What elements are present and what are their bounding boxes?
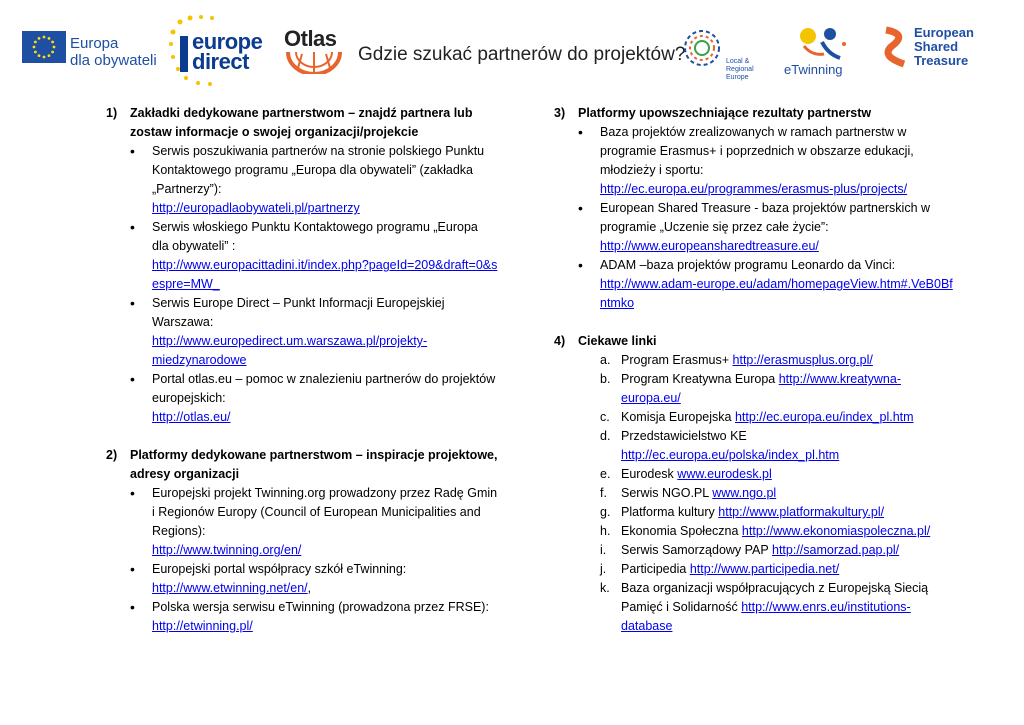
ccre-circle-icon bbox=[680, 26, 726, 72]
section-partnership-platforms bbox=[106, 446, 498, 636]
item-suffix: , bbox=[307, 581, 312, 595]
item-link[interactable]: http://ec.europa.eu/polska/index_pl.htm bbox=[621, 448, 840, 462]
logo-line: European bbox=[914, 25, 974, 40]
item-letter: i. bbox=[600, 543, 607, 557]
item-letter: e. bbox=[600, 467, 611, 481]
item-link[interactable]: http://www.enrs.eu/institutions-database bbox=[621, 600, 911, 633]
item-letter: f. bbox=[600, 486, 607, 500]
item-text: Baza projektów zrealizowanych w ramach partnerstw w programie Erasmus+ i poprzednich w obszarze edukacji, młodzieży i sportu: bbox=[600, 125, 914, 177]
list-item bbox=[600, 351, 954, 370]
bullet-list bbox=[106, 484, 498, 636]
item-link[interactable]: http://samorzad.pap.pl/ bbox=[772, 543, 900, 557]
etwinning-logo bbox=[784, 24, 860, 80]
list-item bbox=[600, 427, 954, 465]
list-item bbox=[600, 484, 954, 503]
item-text: Polska wersja serwisu eTwinning (prowadzona przez FRSE): bbox=[152, 600, 489, 614]
item-link[interactable]: http://www.europacittadini.it/index.php?pageId=209&draft=0&sespre=MW_ bbox=[152, 258, 498, 291]
list-item bbox=[578, 199, 954, 256]
item-link[interactable]: http://otlas.eu/ bbox=[152, 410, 231, 424]
etwinning-logo-text: eTwinning bbox=[784, 62, 843, 77]
list-item bbox=[130, 370, 498, 427]
est-swirl-icon bbox=[880, 24, 912, 68]
item-text: Serwis włoskiego Punktu Kontaktowego programu „Europa dla obywateli” : bbox=[152, 220, 478, 253]
section-number: 1) bbox=[106, 106, 118, 120]
item-link[interactable]: http://www.adam-europe.eu/adam/homepageView.htm#.VeB0Bfntmko bbox=[600, 277, 953, 310]
item-link[interactable]: http://etwinning.pl/ bbox=[152, 619, 253, 633]
item-text: Platforma kultury bbox=[621, 505, 715, 519]
eu-flag-logo bbox=[22, 31, 66, 63]
item-link[interactable]: http://www.kreatywna-europa.eu/ bbox=[621, 372, 901, 405]
section-number: 2) bbox=[106, 448, 118, 462]
section-interesting-links bbox=[554, 332, 954, 636]
list-item bbox=[578, 123, 954, 199]
list-item bbox=[600, 541, 954, 560]
item-link[interactable]: www.eurodesk.pl bbox=[677, 467, 772, 481]
item-link[interactable]: http://www.europedirect.um.warszawa.pl/projekty-miedzynarodowe bbox=[152, 334, 428, 367]
list-item bbox=[578, 256, 954, 313]
item-link[interactable]: http://erasmusplus.org.pl/ bbox=[732, 353, 873, 367]
section-results-platforms bbox=[554, 104, 954, 313]
section-title: Platformy upowszechniające rezultaty partnerstw bbox=[578, 106, 872, 120]
list-item bbox=[600, 370, 954, 408]
item-letter: h. bbox=[600, 524, 611, 538]
list-item bbox=[600, 560, 954, 579]
item-link[interactable]: http://www.ekonomiaspoleczna.pl/ bbox=[741, 524, 931, 538]
logo-line: europe bbox=[192, 29, 263, 54]
item-link[interactable]: http://ec.europa.eu/index_pl.htm bbox=[734, 410, 914, 424]
est-logo-text bbox=[914, 26, 974, 68]
item-link[interactable]: http://www.platformakultury.pl/ bbox=[718, 505, 885, 519]
section-heading bbox=[106, 446, 498, 484]
item-text: Ekonomia Społeczna bbox=[621, 524, 739, 538]
list-item bbox=[130, 218, 498, 294]
item-letter: a. bbox=[600, 353, 611, 367]
list-item bbox=[600, 503, 954, 522]
europe-direct-logo bbox=[168, 14, 263, 88]
item-letter: c. bbox=[600, 410, 610, 424]
item-text: Portal otlas.eu – pomoc w znalezieniu partnerów do projektów europejskich: bbox=[152, 372, 496, 405]
item-letter: k. bbox=[600, 581, 610, 595]
item-text: Serwis NGO.PL bbox=[621, 486, 709, 500]
item-text: European Shared Treasure - baza projektów partnerskich w programie „Uczenie się przez całe życie”: bbox=[600, 201, 931, 234]
otlas-logo-text: Otlas bbox=[284, 26, 337, 51]
list-item bbox=[130, 294, 498, 370]
section-title: Ciekawe linki bbox=[578, 334, 657, 348]
etwinning-figure-icon bbox=[784, 24, 860, 62]
eu-stars-icon bbox=[22, 31, 66, 63]
europe-direct-text bbox=[192, 29, 263, 74]
otlas-logo bbox=[284, 26, 344, 76]
ccre-logo-text bbox=[726, 58, 770, 82]
item-letter: b. bbox=[600, 372, 611, 386]
logo-line: dla obywateli bbox=[70, 52, 157, 69]
item-link[interactable]: www.ngo.pl bbox=[712, 486, 777, 500]
list-item bbox=[600, 408, 954, 427]
list-item bbox=[130, 142, 498, 218]
item-link[interactable]: http://www.participedia.net/ bbox=[689, 562, 840, 576]
logo-line: Local & Regional bbox=[726, 58, 754, 73]
list-item bbox=[600, 465, 954, 484]
lettered-list bbox=[554, 351, 954, 636]
section-number: 4) bbox=[554, 334, 566, 348]
item-text: Serwis Samorządowy PAP bbox=[621, 543, 769, 557]
logo-line: Europa bbox=[70, 35, 119, 52]
item-link[interactable]: http://www.twinning.org/en/ bbox=[152, 543, 302, 557]
item-text: Serwis poszukiwania partnerów na stronie polskiego Punktu Kontaktowego programu „Europa dla obywateli” (zakładka „Partnerzy”): bbox=[152, 144, 485, 196]
item-text: ADAM –baza projektów programu Leonardo da Vinci: bbox=[600, 258, 896, 272]
section-partner-search bbox=[106, 104, 498, 427]
item-link[interactable]: http://www.etwinning.net/en/ bbox=[152, 581, 308, 595]
logo-line: Shared bbox=[914, 39, 959, 54]
section-heading bbox=[554, 104, 954, 123]
item-link[interactable]: http://ec.europa.eu/programmes/erasmus-plus/projects/ bbox=[600, 182, 908, 196]
page-title: Gdzie szukać partnerów do projektów? bbox=[358, 44, 686, 65]
item-letter: d. bbox=[600, 429, 611, 443]
logo-line: Treasure bbox=[914, 53, 969, 68]
item-text: Program Kreatywna Europa bbox=[621, 372, 776, 386]
section-title: Platformy dedykowane partnerstwom – inspiracje projektowe, adresy organizacji bbox=[130, 448, 498, 481]
item-text: Eurodesk bbox=[621, 467, 674, 481]
list-item bbox=[130, 598, 498, 636]
item-text: Participedia bbox=[621, 562, 687, 576]
logo-line: Europe bbox=[726, 74, 749, 81]
bullet-list bbox=[106, 142, 498, 427]
section-heading bbox=[106, 104, 498, 142]
item-text: Europejski portal współpracy szkół eTwinning: bbox=[152, 562, 407, 576]
item-text: Program Erasmus+ bbox=[621, 353, 730, 367]
item-text: Serwis Europe Direct – Punkt Informacji Europejskiej Warszawa: bbox=[152, 296, 445, 329]
logo-line: direct bbox=[192, 49, 249, 74]
item-letter: j. bbox=[600, 562, 607, 576]
list-item bbox=[130, 484, 498, 560]
globe-icon bbox=[284, 50, 344, 74]
item-link[interactable]: http://www.europeansharedtreasure.eu/ bbox=[600, 239, 819, 253]
list-item bbox=[130, 560, 498, 598]
item-text: Komisja Europejska bbox=[621, 410, 732, 424]
page-header bbox=[0, 0, 1024, 95]
ccre-cemr-logo bbox=[680, 26, 770, 81]
eu-program-logo-text bbox=[70, 35, 157, 69]
item-text: Europejski projekt Twinning.org prowadzony przez Radę Gmin i Regionów Europy (Council of European Municipalities and Regions): bbox=[152, 486, 498, 538]
list-item bbox=[600, 579, 954, 636]
section-title: Zakładki dedykowane partnerstwom – znajdź partnera lub zostaw informacje o swojej organizacji/projekcie bbox=[130, 106, 473, 139]
item-letter: g. bbox=[600, 505, 611, 519]
item-text: Baza organizacji współpracujących z Europejską Siecią Pamięć i Solidarność bbox=[621, 581, 929, 614]
section-number: 3) bbox=[554, 106, 566, 120]
list-item bbox=[600, 522, 954, 541]
section-heading bbox=[554, 332, 954, 351]
right-column bbox=[554, 104, 954, 655]
european-shared-treasure-logo bbox=[880, 24, 980, 74]
left-column bbox=[106, 104, 498, 655]
item-link[interactable]: http://europadlaobywateli.pl/partnerzy bbox=[152, 201, 360, 215]
bullet-list bbox=[554, 123, 954, 313]
item-text: Przedstawicielstwo KE bbox=[621, 429, 747, 443]
